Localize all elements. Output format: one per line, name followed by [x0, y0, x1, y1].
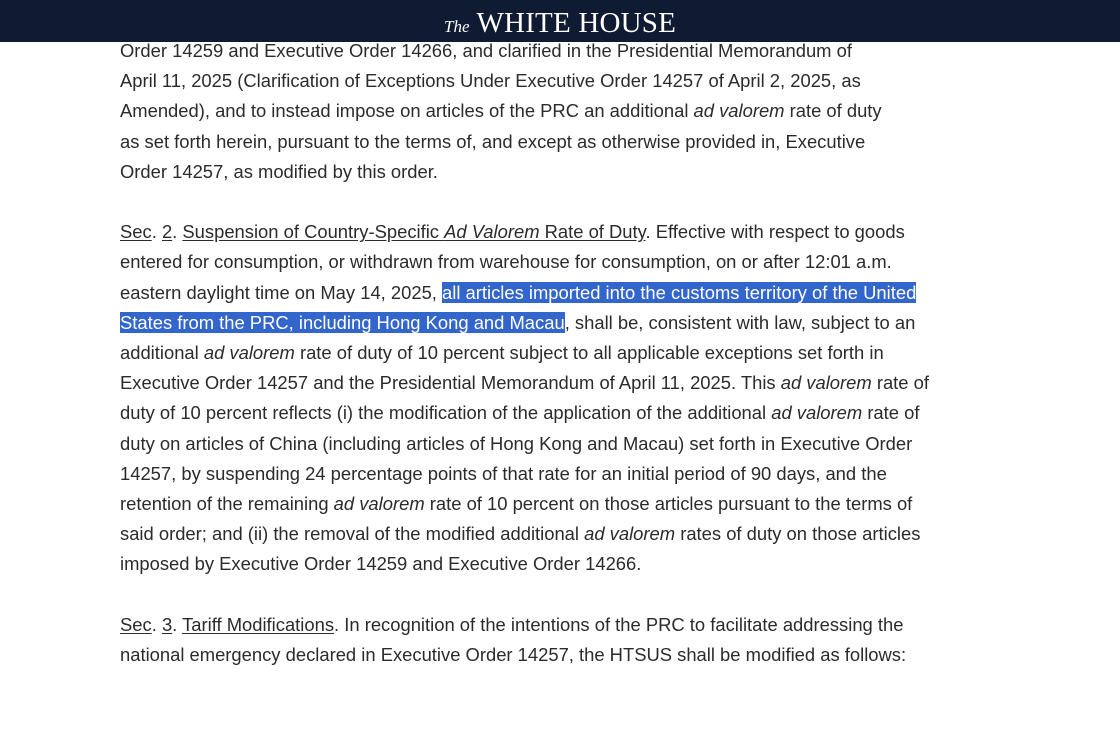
text: April 11, 2025 (Clarification of Exceptions Under Executive Order 14257 of April 2, 2025, as — [120, 70, 861, 92]
italic-text: ad valorem — [584, 523, 676, 545]
white-house-logo[interactable] — [444, 7, 676, 40]
heading-text: Suspension of Country-Specific — [182, 221, 445, 243]
text: rate of duty of 10 percent subject to all applicable exceptions set forth in Executive Order 14257 and the Presidential Memorandum of April 11, 2025. This — [120, 342, 884, 394]
logo-the: The — [443, 16, 470, 36]
selected-text-highlight[interactable]: all articles imported into the customs territory of the United States from the PRC, including Hong Kong and Macau — [120, 281, 917, 333]
sec-label: Sec — [120, 613, 152, 635]
sec-label: Sec — [120, 221, 152, 243]
section-2: Sec. 2. Suspension of Country-Specific Ad Valorem Rate of Duty. Effective with respect to goods entered for consumption, or withdrawn from warehouse for consumption, on or after 12:01 a.m. eastern daylight time on May 14, 2025, all articles imported into the customs territory of the United States from the PRC, including Hong Kong and Macau, shall be, consistent with law, subject to an additional ad valorem rate of duty of 10 percent subject to all applicable exceptions set forth in Executive Order 14257 and the Presidential Memorandum of April 11, 2025. This ad valorem rate of duty of 10 percent reflects (i) the modification of the application of the additional ad valorem rate of duty on articles of China (including articles of Hong Kong and Macau) set forth in Executive Order 14257, by suspending 24 percentage points of that rate for an initial period of 90 days, and the retention of the remaining ad valorem rate of 10 percent on those articles pursuant to the terms of said order; and (ii) the removal of the modified additional ad valorem rates of duty on those articles imposed by Executive Order 14259 and Executive Order 14266. — [120, 221, 929, 575]
italic-text: ad valorem — [771, 402, 863, 424]
italic-text: ad valorem — [780, 372, 872, 394]
text: rate of duty of 10 percent reflects (i) the modification of the application of the additional — [120, 372, 929, 424]
section-3-heading: Tariff Modifications — [182, 613, 335, 635]
text: , shall be, consistent with law, subject to an additional — [120, 311, 916, 364]
section-3: Sec. 3. Tariff Modifications. In recognition of the intentions of the PRC to facilitate addressing the national emergency declared in Executive Order 14257, the HTSUS shall be modified as follows: — [120, 613, 907, 666]
heading-italic: Ad Valorem — [444, 221, 540, 243]
text: rate of 10 percent on those articles pursuant to the terms of said order; and (ii) the removal of the modified additional — [120, 493, 913, 545]
text: Order 14259 and Executive Order 14266, and clarified in the Presidential Memorandum of — [120, 40, 852, 61]
article-body — [120, 36, 950, 700]
heading-text: Rate of Duty — [539, 221, 646, 243]
text: . In recognition of the intentions of the PRC to facilitate addressing the national emergency declared in Executive Order 14257, the HTSUS shall be modified as follows: — [120, 613, 907, 666]
text: rate of duty on articles of China (including articles of Hong Kong and Macau) set forth in Executive Order 14257, by suspending 24 percentage points of that rate for an initial period of 90 days, and the retention of the remaining — [120, 402, 920, 515]
italic-text: ad valorem — [333, 493, 425, 515]
text: rate of duty — [784, 100, 882, 122]
section-2-heading — [182, 221, 645, 242]
paragraph-continued — [120, 36, 950, 187]
sec-number: 3 — [161, 613, 173, 635]
italic-text: ad valorem — [693, 100, 785, 122]
text: Amended), and to instead impose on articles of the PRC an additional — [120, 100, 694, 122]
text: Order 14257, as modified by this order. — [120, 160, 438, 182]
sec-number: 2 — [161, 221, 173, 243]
text: . Effective with respect to goods entered for consumption, or withdrawn from warehouse for consumption, on or after 12:01 a.m. eastern daylight time on May 14, 2025, — [120, 221, 905, 303]
text: as set forth herein, pursuant to the terms of, and except as otherwise provided in, Executive — [120, 130, 866, 152]
logo-main: WHITE HOUSE — [476, 6, 677, 39]
italic-text: ad valorem — [203, 342, 295, 364]
text: rates of duty on those articles imposed by Executive Order 14259 and Executive Order 14266. — [120, 523, 921, 575]
